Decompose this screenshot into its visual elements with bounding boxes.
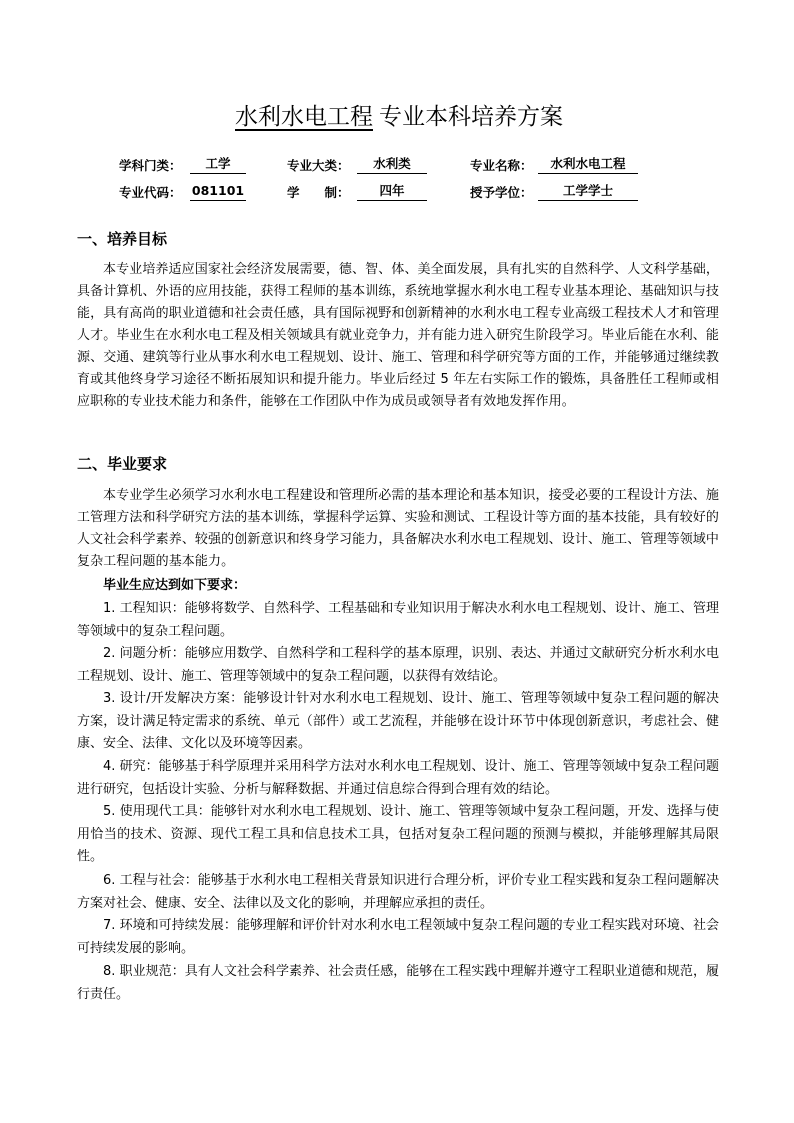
requirement-text: 2. 问题分析：能够应用数学、自然科学和工程科学的基本原理，识别、表达、并通过文献研究分析水利水电工程规划、设计、施工、管理等领域中的复杂工程问题，以获得有效结论。 (77, 646, 719, 684)
requirement-item-5 (77, 801, 719, 869)
code-label: 专业代码： (119, 185, 182, 200)
objectives-paragraph (77, 259, 719, 413)
section-heading-requirements: 二、毕业要求 (77, 455, 168, 473)
requirement-text: 7. 环境和可持续发展：能够理解和评价针对水利水电工程领域中复杂工程问题的专业工程实践对环境、社会可持续发展的影响。 (77, 918, 719, 956)
requirements-intro-paragraph (77, 485, 719, 573)
title-suffix: 专业本科培养方案 (379, 104, 563, 130)
requirement-item-6 (77, 870, 719, 915)
major-name-label: 专业名称： (470, 158, 533, 173)
discipline-value: 工学 (190, 156, 246, 174)
meta-row-1 (0, 154, 794, 176)
degree-label: 授予学位： (470, 185, 533, 200)
requirement-item-3 (77, 688, 719, 756)
section-heading-objectives: 一、培养目标 (77, 230, 168, 248)
discipline-label: 学科门类： (119, 158, 182, 173)
requirement-item-7 (77, 915, 719, 960)
requirement-text: 5. 使用现代工具：能够针对水利水电工程规划、设计、施工、管理等领域中复杂工程问题，开发、选择与使用恰当的技术、资源、现代工程工具和信息技术工具，包括对复杂工程问题的预测与模拟，并能够理解其局限性。 (77, 804, 719, 864)
requirement-text: 4. 研究：能够基于科学原理并采用科学方法对水利水电工程规划、设计、施工、管理等领域中复杂工程问题进行研究，包括设计实验、分析与解释数据、并通过信息综合得到合理有效的结论。 (77, 759, 719, 797)
major-name-value: 水利水电工程 (538, 156, 638, 174)
requirement-item-2 (77, 643, 719, 688)
requirement-item-8 (77, 961, 719, 1006)
category-value: 水利类 (357, 156, 427, 174)
requirement-text: 1. 工程知识：能够将数学、自然科学、工程基础和专业知识用于解决水利水电工程规划、设计、施工、管理等领域中的复杂工程问题。 (77, 601, 719, 639)
meta-row-2 (0, 181, 794, 203)
requirement-item-1 (77, 598, 719, 643)
requirement-text: 8. 职业规范：具有人文社会科学素养、社会责任感，能够在工程实践中理解并遵守工程职业道德和规范，履行责任。 (77, 964, 719, 1002)
requirements-intro-text: 本专业学生必须学习水利水电工程建设和管理所必需的基本理论和基本知识，接受必要的工程设计方法、施工管理方法和科学研究方法的基本训练，掌握科学运算、实验和测试、工程设计等方面的基本技能，具有较好的人文社会科学素养、较强的创新意识和终身学习能力，具备解决水利水电工程规划、设计、施工、管理等领域中复杂工程问题的基本能力。 (77, 488, 719, 569)
category-label: 专业大类： (287, 158, 350, 173)
page-title (0, 100, 794, 134)
degree-value: 工学学士 (538, 183, 638, 201)
requirement-text: 6. 工程与社会：能够基于水利水电工程相关背景知识进行合理分析，评价专业工程实践和复杂工程问题解决方案对社会、健康、安全、法律以及文化的影响，并理解应承担的责任。 (77, 873, 719, 911)
requirements-subheading: 毕业生应达到如下要求： (103, 578, 247, 593)
duration-value: 四年 (357, 183, 427, 201)
code-value: 081101 (190, 183, 246, 201)
objectives-text: 本专业培养适应国家社会经济发展需要，德、智、体、美全面发展，具有扎实的自然科学、人文科学基础，具备计算机、外语的应用技能，获得工程师的基本训练，系统地掌握水利水电工程专业基本理论、基础知识与技能，具有高尚的职业道德和社会责任感，具有国际视野和创新精神的水利水电工程专业高级工程技术人才和管理人才。毕业生在水利水电工程及相关领域具有就业竞争力，并有能力进入研究生阶段学习。毕业后能在水利、能源、交通、建筑等行业从事水利水电工程规划、设计、施工、管理和科学研究等方面的工作，并能够通过继续教育或其他终身学习途径不断拓展知识和提升能力。毕业后经过 5 年左右实际工作的锻炼，具备胜任工程师或相应职称的专业技术能力和条件，能够在工作团队中作为成员或领导者有效地发挥作用。 (77, 262, 719, 409)
requirement-item-4 (77, 756, 719, 801)
duration-label: 学 制： (287, 185, 350, 200)
title-major: 水利水电工程 (235, 104, 373, 130)
requirement-text: 3. 设计/开发解决方案：能够设计针对水利水电工程规划、设计、施工、管理等领域中复杂工程问题的解决方案，设计满足特定需求的系统、单元（部件）或工艺流程，并能够在设计环节中体现创新意识，考虑社会、健康、安全、法律、文化以及环境等因素。 (77, 691, 719, 751)
